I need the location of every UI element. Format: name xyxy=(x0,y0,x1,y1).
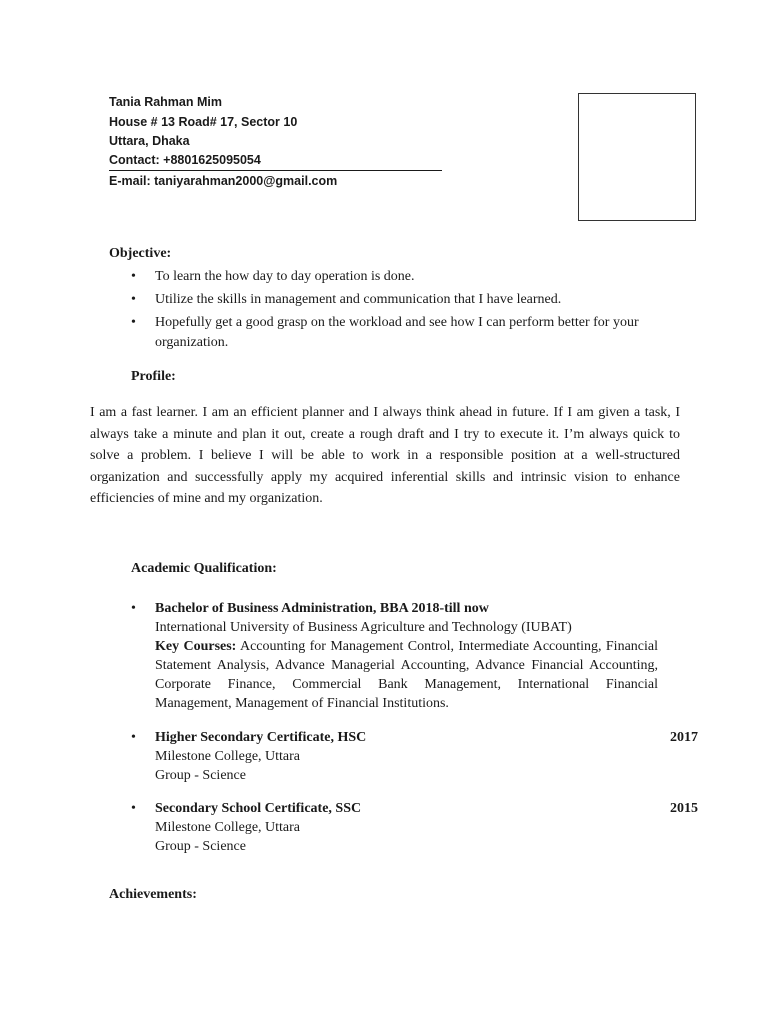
education-entry-ssc xyxy=(131,799,698,856)
photo-placeholder xyxy=(578,93,696,221)
key-courses-text: Accounting for Management Control, Intermediate Accounting, Financial Statement Analysis, Advance Managerial Accounting, Advance Financial Accounting, Corporate Finance, Commercial Bank Management, International Financial Management, Management of Financial Institutions. xyxy=(155,639,658,711)
profile-heading: Profile: xyxy=(131,369,176,384)
applicant-name: Tania Rahman Mim xyxy=(109,95,222,109)
address-line-2: Uttara, Dhaka xyxy=(109,134,190,148)
degree-title: Secondary School Certificate, SSC xyxy=(155,801,362,816)
key-courses xyxy=(155,637,658,713)
objective-item-text: To learn the how day to day operation is done. xyxy=(155,269,415,284)
graduation-year: 2017 xyxy=(670,730,698,745)
list-item xyxy=(131,290,686,310)
graduation-year: 2015 xyxy=(670,801,698,816)
education-entry-bba xyxy=(131,599,698,713)
list-item xyxy=(131,313,686,352)
institution-name: International University of Business Agriculture and Technology (IUBAT) xyxy=(155,620,572,635)
objective-item-text: Hopefully get a good grasp on the workload and see how I can perform better for your organization. xyxy=(155,315,639,350)
objective-item-text: Utilize the skills in management and communication that I have learned. xyxy=(155,292,562,307)
list-item xyxy=(131,267,686,287)
study-group: Group - Science xyxy=(155,768,246,783)
degree-title: Bachelor of Business Administration, BBA 2018-till now xyxy=(155,601,489,616)
academic-heading: Academic Qualification: xyxy=(131,561,277,576)
institution-name: Milestone College, Uttara xyxy=(155,749,301,764)
objective-list xyxy=(131,267,686,356)
address-line-1: House # 13 Road# 17, Sector 10 xyxy=(109,114,298,129)
study-group: Group - Science xyxy=(155,839,246,854)
bullet-icon: • xyxy=(131,730,136,745)
objective-heading: Objective: xyxy=(109,246,172,261)
institution-name: Milestone College, Uttara xyxy=(155,820,301,835)
email-contact: E-mail: taniyarahman2000@gmail.com xyxy=(109,173,338,188)
bullet-icon: • xyxy=(131,315,136,330)
profile-paragraph: I am a fast learner. I am an efficient planner and I always think ahead in future. If I am given a task, I always take a minute and plan it out, create a rough draft and I try to execute it. I’m always quick to solve a problem. I believe I will be able to work in a responsible position at a well-structured organization and successfully apply my acquired inferential skills and intrinsic vision to enhance efficiencies of mine and my organization. xyxy=(90,405,680,506)
bullet-icon: • xyxy=(131,269,136,284)
bullet-icon: • xyxy=(131,292,136,307)
key-courses-label: Key Courses: xyxy=(155,639,237,654)
contact-block xyxy=(109,93,442,191)
phone-contact: Contact: +8801625095054 xyxy=(109,152,442,171)
degree-title: Higher Secondary Certificate, HSC xyxy=(155,730,367,745)
achievements-heading: Achievements: xyxy=(109,887,197,902)
bullet-icon: • xyxy=(131,601,136,616)
education-entry-hsc xyxy=(131,728,698,785)
bullet-icon: • xyxy=(131,801,136,816)
